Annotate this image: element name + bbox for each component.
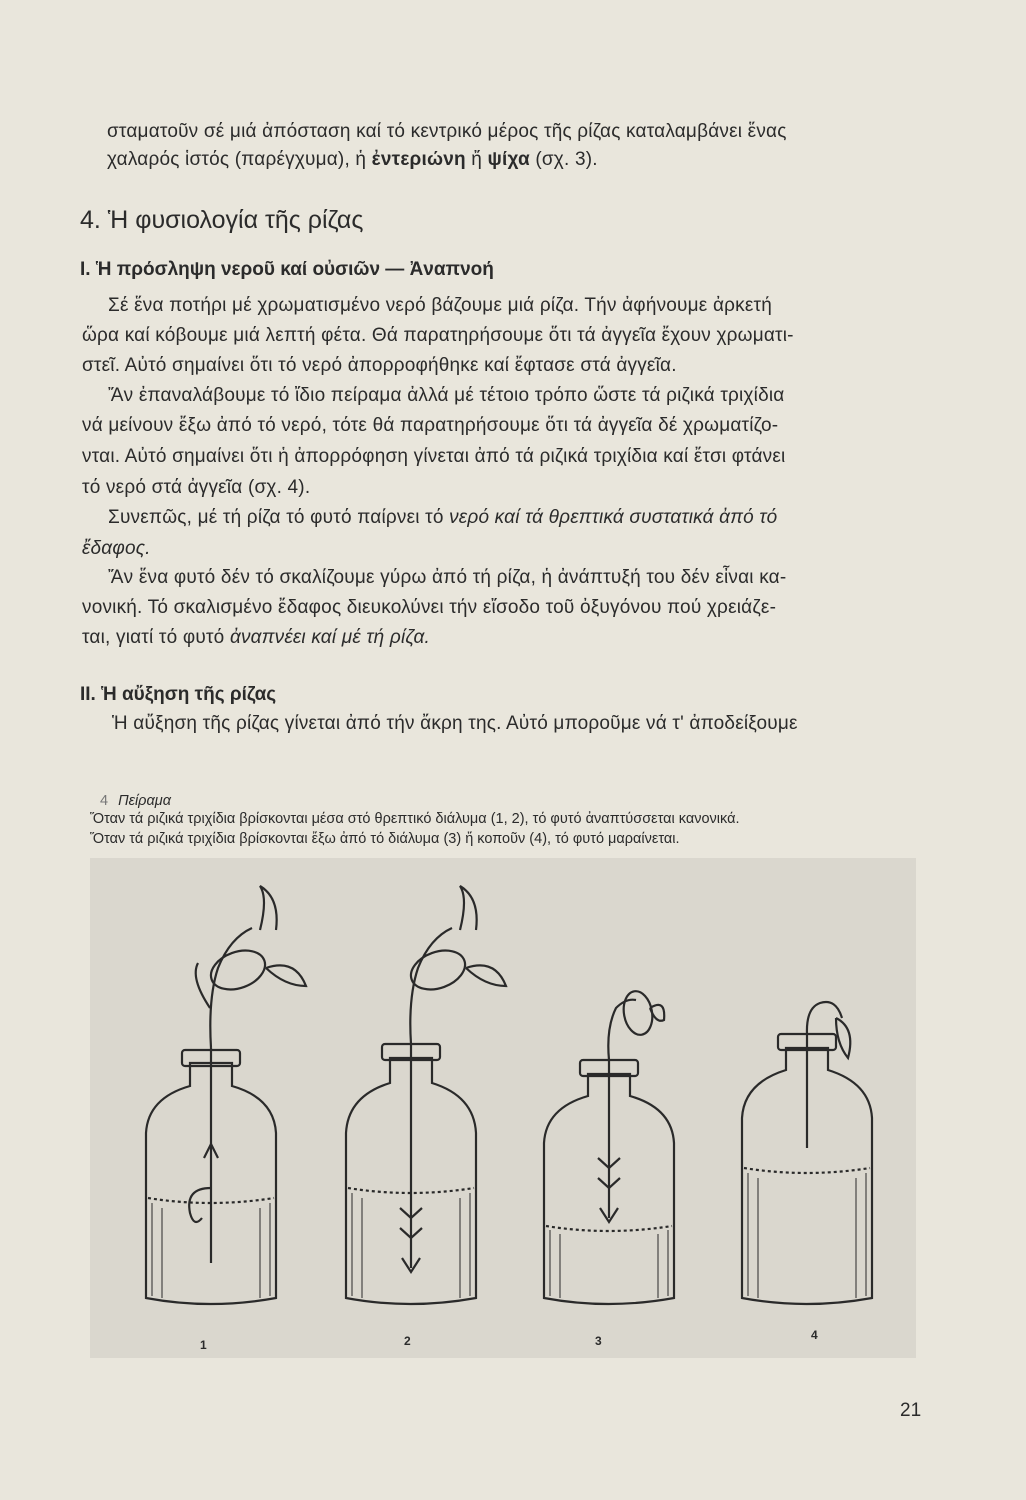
term-psicha: ψίχα	[487, 149, 530, 170]
figure-title: Πείραμα	[118, 793, 171, 809]
bottle-label-1: 1	[200, 1338, 207, 1352]
part1-heading: Ι. Ἡ πρόσληψη νεροῦ καί οὐσιῶν — Ἀναπνοή	[80, 259, 494, 280]
bottle-1-drawing	[146, 886, 306, 1304]
paragraph-line: ἔδαφος.	[82, 538, 151, 559]
figure-number: 4	[100, 793, 109, 809]
paragraph-line: Ἄν ἐπαναλάβουμε τό ἴδιο πείραμα ἀλλά μέ τέτοιο τρόπο ὥστε τά ριζικά τριχίδια	[108, 385, 785, 406]
bottle-label-3: 3	[595, 1334, 602, 1348]
paragraph-line: Ἡ αὔξηση τῆς ρίζας γίνεται ἀπό τήν ἄκρη της. Αὐτό μποροῦμε νά τ' ἀποδείξουμε	[112, 713, 798, 734]
paragraph-line: Ἄν ἕνα φυτό δέν τό σκαλίζουμε γύρω ἀπό τή ρίζα, ἡ ἀνάπτυξή του δέν εἶναι κα-	[108, 567, 787, 588]
figure-caption-1: Ὅταν τά ριζικά τριχίδια βρίσκονται μέσα στό θρεπτικό διάλυμα (1, 2), τό φυτό ἀναπτύσσεται κανονικά.	[90, 811, 740, 827]
intro-line-1: σταματοῦν σέ μιά ἀπόσταση καί τό κεντρικό μέρος τῆς ρίζας καταλαμβάνει ἕνας	[107, 121, 787, 142]
intro-line-2	[107, 148, 598, 172]
bottle-4-drawing	[742, 1002, 872, 1304]
paragraph-line: νά μείνουν ἔξω ἀπό τό νερό, τότε θά παρατηρήσουμε ὅτι τά ἀγγεῖα δέ χρωματίζο-	[82, 415, 779, 436]
intro-text: χαλαρός ἱστός (παρέγχυμα), ἡ	[107, 149, 372, 170]
paragraph-line: νται. Αὐτό σημαίνει ὅτι ἡ ἀπορρόφηση γίνεται ἀπό τά ριζικά τριχίδια καί ἔτσι φτάνει	[82, 446, 786, 467]
bottle-label-4: 4	[811, 1328, 818, 1342]
emphasis: νερό καί τά θρεπτικά συστατικά ἀπό τό	[449, 507, 778, 528]
figure-caption-2: Ὅταν τά ριζικά τριχίδια βρίσκονται ἔξω ἀπό τό διάλυμα (3) ἤ κοποῦν (4), τό φυτό μαραίνεται.	[90, 831, 680, 847]
paragraph-line: Σέ ἕνα ποτήρι μέ χρωματισμένο νερό βάζουμε μιά ρίζα. Τήν ἀφήνουμε ἀρκετή	[108, 295, 772, 316]
bottle-3-drawing	[544, 989, 674, 1304]
part2-heading: ΙΙ. Ἡ αὔξηση τῆς ρίζας	[80, 684, 277, 705]
paragraph-line: νονική. Τό σκαλισμένο ἔδαφος διευκολύνει τήν εἴσοδο τοῦ ὀξυγόνου πού χρειάζε-	[82, 597, 777, 618]
paragraph-line: στεῖ. Αὐτό σημαίνει ὅτι τό νερό ἀπορροφήθηκε καί ἔφτασε στά ἀγγεῖα.	[82, 355, 677, 376]
intro-text: ἤ	[465, 149, 488, 170]
paragraph-line	[108, 506, 777, 530]
text: Συνεπῶς, μέ τή ρίζα τό φυτό παίρνει τό	[108, 507, 450, 528]
paragraph-line: ὥρα καί κόβουμε μιά λεπτή φέτα. Θά παρατηρήσουμε ὅτι τά ἀγγεῖα ἔχουν χρωματι-	[82, 325, 794, 346]
term-enterioni: ἐντεριώνη	[371, 149, 466, 170]
page-number: 21	[900, 1400, 922, 1421]
bottle-label-2: 2	[404, 1334, 411, 1348]
intro-text: (σχ. 3).	[529, 149, 598, 170]
figure-label	[100, 792, 171, 810]
bottle-2-drawing	[346, 886, 506, 1304]
section-title: 4. Ἡ φυσιολογία τῆς ρίζας	[80, 206, 364, 234]
text: ται, γιατί τό φυτό	[82, 627, 230, 648]
paragraph-line: τό νερό στά ἀγγεῖα (σχ. 4).	[82, 477, 311, 498]
paragraph-line	[82, 626, 430, 650]
bottles-illustration	[90, 858, 916, 1358]
emphasis: ἀναπνέει καί μέ τή ρίζα.	[229, 627, 430, 648]
experiment-figure	[90, 858, 916, 1358]
